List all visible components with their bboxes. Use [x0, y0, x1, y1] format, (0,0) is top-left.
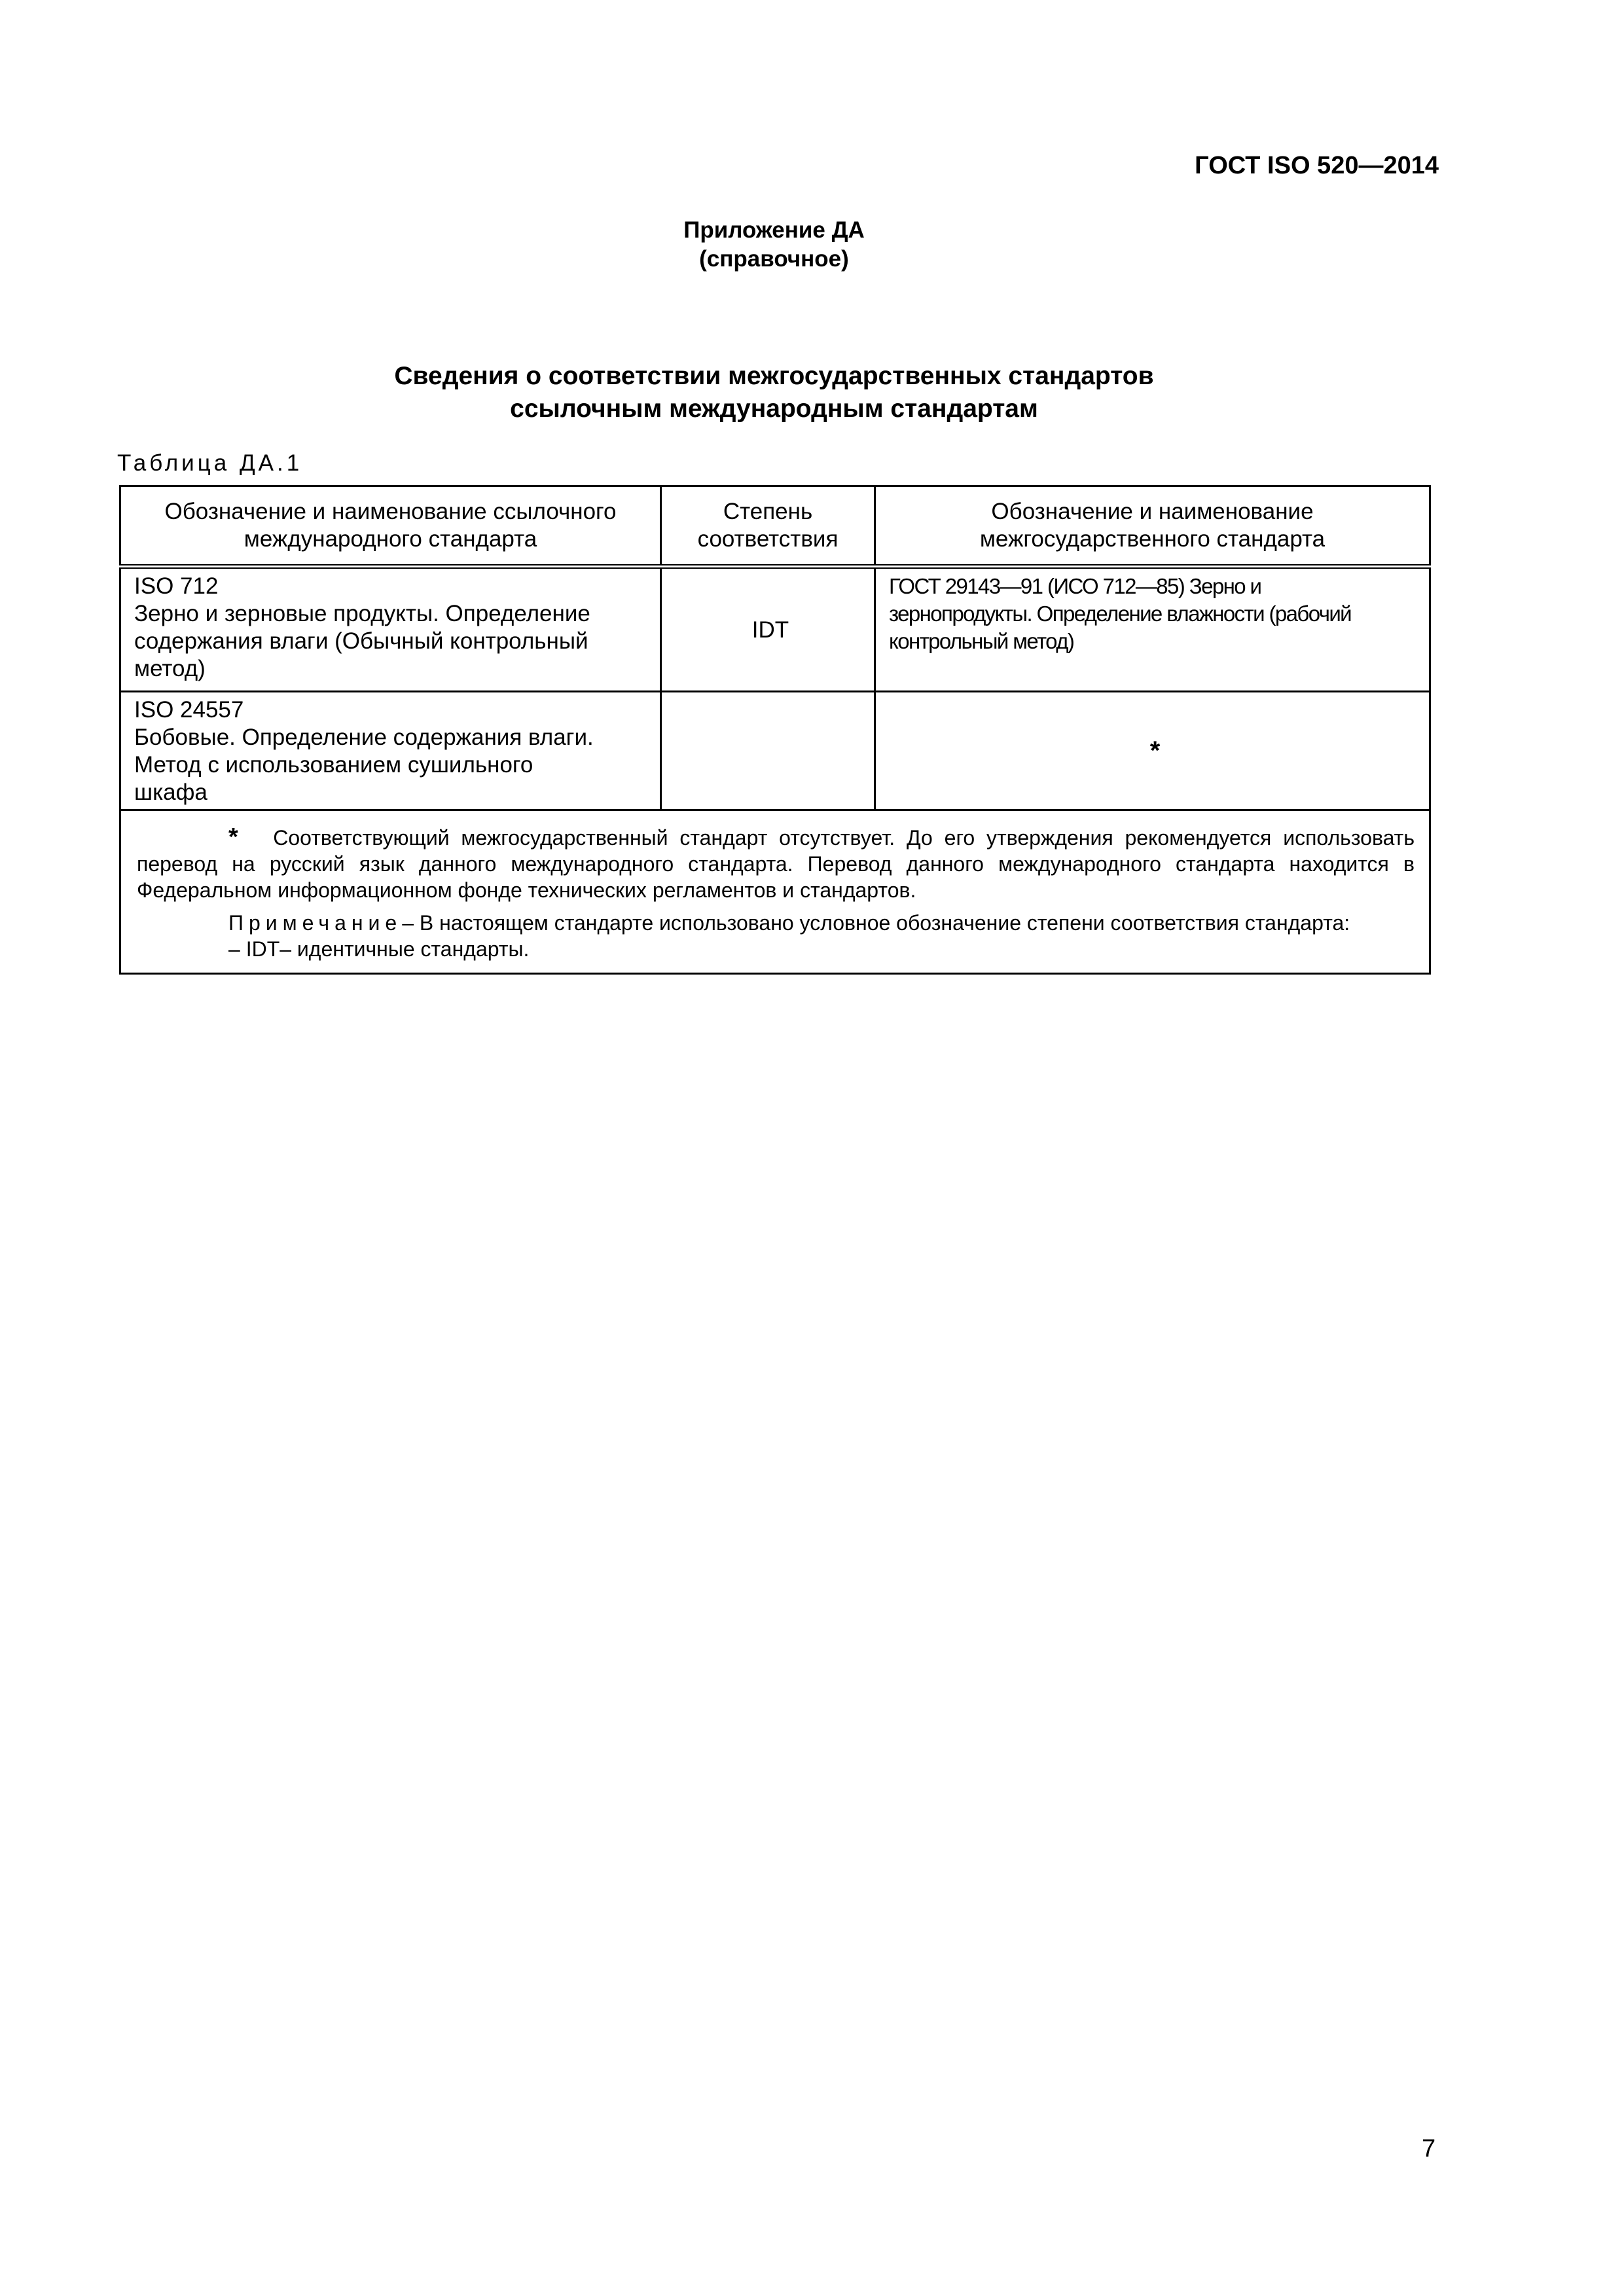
- page-number: 7: [1422, 2135, 1436, 2162]
- note-list-item: – IDT– идентичные стандарты.: [228, 937, 530, 961]
- reference-line: ISO 24557: [134, 697, 244, 723]
- section-title-line2: ссылочным международным стандартам: [510, 395, 1038, 423]
- header-line: Степень: [723, 499, 813, 524]
- section-title-line1: Сведения о соответствии межгосударственных стандартов: [394, 362, 1154, 390]
- header-line: Обозначение и наименование: [991, 499, 1314, 524]
- degree-cell: [661, 692, 875, 810]
- column-header-degree: [661, 486, 875, 567]
- column-header-reference-standard: [120, 486, 661, 567]
- table-header-row: [120, 486, 1430, 567]
- standards-correspondence-table: [119, 485, 1431, 975]
- annex-title: Приложение ДА: [683, 217, 865, 243]
- reference-line: ISO 712: [134, 573, 219, 599]
- table-row: [120, 567, 1430, 692]
- header-line: международного стандарта: [244, 526, 537, 552]
- reference-line: шкафа: [134, 780, 208, 805]
- national-line: ГОСТ 29143—91 (ИСО 712—85) Зерно и: [889, 574, 1261, 598]
- reference-line: Бобовые. Определение содержания влаги.: [134, 725, 594, 750]
- degree-cell: [661, 567, 875, 692]
- header-line: Обозначение и наименование ссылочного: [164, 499, 617, 524]
- header-line: межгосударственного стандарта: [979, 526, 1326, 552]
- column-header-national-standard: [875, 486, 1430, 567]
- degree-value: IDT: [751, 617, 789, 643]
- reference-line: Метод с использованием сушильного: [134, 752, 533, 778]
- reference-line: содержания влаги (Обычный контрольный: [134, 628, 588, 654]
- table-row: [120, 692, 1430, 810]
- table-caption: Таблица ДА.1: [117, 450, 303, 476]
- footnote-paragraph: [137, 824, 1415, 903]
- reference-line: Зерно и зерновые продукты. Определение: [134, 601, 590, 626]
- national-line: зернопродукты. Определение влажности (рабочий: [889, 601, 1351, 626]
- footnote-cell: [120, 810, 1430, 974]
- note-label: Примечание: [228, 911, 403, 935]
- reference-standard-cell: [120, 692, 661, 810]
- no-equivalent-asterisk: *: [1149, 736, 1161, 765]
- note-paragraph: [137, 910, 1415, 936]
- annex-status: (справочное): [699, 246, 849, 272]
- national-standard-cell: [875, 692, 1430, 810]
- national-standard-cell: [875, 567, 1430, 692]
- section-title: [0, 360, 1548, 425]
- reference-line: метод): [134, 656, 206, 681]
- reference-standard-cell: [120, 567, 661, 692]
- annex-heading: [0, 216, 1548, 274]
- table-footnote-row: [120, 810, 1430, 974]
- document-code: ГОСТ ISO 520—2014: [1195, 152, 1439, 179]
- footnote-text: Соответствующий межгосударственный стандарт отсутствует. До его утверждения рекомендуется использовать перевод на русский язык данного международного стандарта. Перевод данного международного стандарта находится в Федеральном информационном фонде технических регламентов и стандартов.: [137, 826, 1415, 902]
- footnote-asterisk: *: [228, 823, 238, 851]
- header-line: соответствия: [697, 526, 839, 552]
- national-line: контрольный метод): [889, 629, 1074, 653]
- note-text: – В настоящем стандарте использовано условное обозначение степени соответствия стандарта:: [402, 911, 1350, 935]
